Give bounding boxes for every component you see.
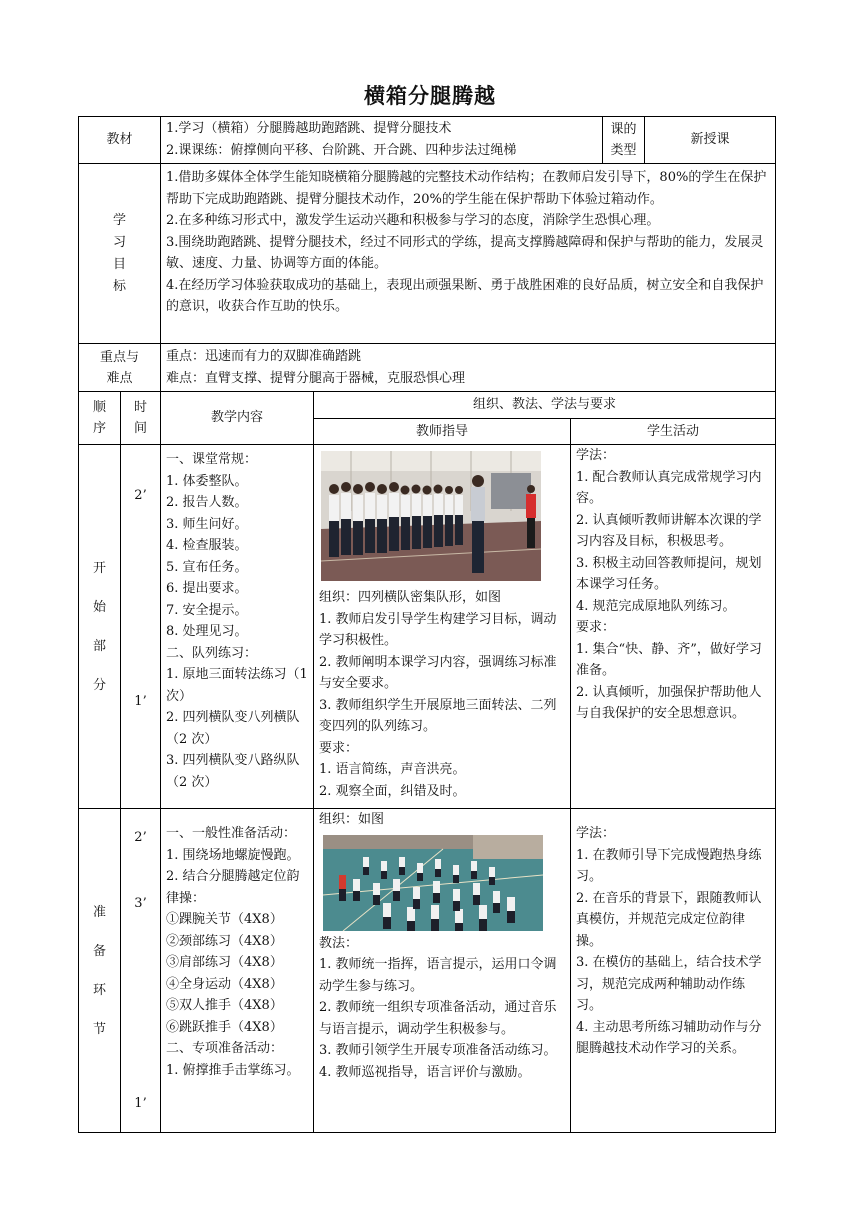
student-item: 2. 认真倾听，加强保护帮助他人与自我保护的安全思想意识。 bbox=[576, 684, 762, 721]
lesson-type-label: 课的类型 bbox=[603, 117, 645, 164]
teacher-item: 要求： bbox=[319, 740, 359, 756]
teacher-item: 1. 语言简练，声音洪亮。 bbox=[319, 762, 466, 777]
content-item: 8. 处理见习。 bbox=[166, 624, 248, 639]
student-item: 3. 积极主动回答教师提问，规划本课学习任务。 bbox=[576, 555, 762, 592]
teacher-item: 2. 教师阐明本课学习内容，强调练习标准与安全要求。 bbox=[319, 654, 557, 691]
key-point: 重点：迅速而有力的双脚准确踏跳 bbox=[166, 349, 362, 364]
order-header: 顺 序 bbox=[79, 392, 121, 445]
lesson-plan-table bbox=[78, 116, 776, 1133]
student-item: 2. 在音乐的背景下，跟随教师认真模仿，并规范完成定位韵律操。 bbox=[576, 890, 762, 949]
content-item: 7. 安全提示。 bbox=[166, 602, 248, 618]
content-item: ⑥跳跃推手（4X8） bbox=[166, 1019, 283, 1035]
section-warmup-row bbox=[79, 809, 776, 1133]
teacher-item: 组织：如图 bbox=[319, 812, 385, 827]
content-item: 2. 四列横队变八列横队（2 次） bbox=[166, 710, 300, 747]
lesson-type-value: 新授课 bbox=[645, 117, 776, 164]
content-item: 2. 结合分腿腾越定位韵律操： bbox=[166, 869, 300, 906]
org-header: 组织、教法、学法与要求 bbox=[314, 392, 776, 419]
objective-item: 3.围绕助跑踏跳、提臂分腿技术，经过不同形式的学练，提高支撑腾越障碍和保护与帮助的能力，发展灵敏、速度、力量、协调等方面的体能。 bbox=[166, 234, 764, 271]
page-title: 横箱分腿腾越 bbox=[364, 84, 496, 108]
teacher-item: 教法： bbox=[319, 935, 359, 951]
content-item: ④全身运动（4X8） bbox=[166, 976, 283, 992]
difficult-point: 难点：直臂支撑、提臂分腿高于器械，克服恐惧心理 bbox=[166, 370, 466, 386]
content-item: 1. 围绕场地螺旋慢跑。 bbox=[166, 847, 300, 863]
content-item: 4. 检查服装。 bbox=[166, 538, 248, 553]
student-item: 3. 在模仿的基础上，结合技术学习，规范完成两种辅助动作练习。 bbox=[576, 955, 762, 1013]
warmup-photo bbox=[323, 835, 543, 931]
material-row bbox=[79, 117, 776, 164]
student-item: 4. 规范完成原地队列练习。 bbox=[576, 598, 736, 614]
teacher-item: 1. 教师统一指挥，语言提示，运用口令调动学生参与练习。 bbox=[319, 957, 557, 994]
teacher-item: 组织：四列横队密集队形，如图 bbox=[319, 590, 502, 605]
content-item: 3. 四列横队变八路纵队（2 次） bbox=[166, 753, 300, 790]
objective-item: 2.在多种练习形式中，激发学生运动兴趣和积极参与学习的态度，消除学生恐惧心理。 bbox=[166, 213, 660, 228]
time-value: 2’ bbox=[134, 830, 147, 845]
objective-item: 1.借助多媒体全体学生能知晓横箱分腿腾越的完整技术动作结构；在教师启发引导下，80%的学生在保护帮助下完成助跑踏跳、提臂分腿技术动作，20%的学生能在保护帮助下体验过箱动作。 bbox=[166, 170, 767, 207]
formation-photo bbox=[321, 451, 541, 581]
content-item: 1. 体委整队。 bbox=[166, 473, 248, 489]
teacher-item: 2. 教师统一组织专项准备活动，通过音乐与语言提示，调动学生积极参与。 bbox=[319, 1000, 557, 1037]
time-header: 时 间 bbox=[121, 392, 161, 445]
teacher-item: 4. 教师巡视指导，语言评价与激励。 bbox=[319, 1064, 531, 1080]
student-item: 4. 主动思考所练习辅助动作与分腿腾越技术动作学习的关系。 bbox=[576, 1019, 762, 1056]
teacher-item: 1. 教师启发引导学生构建学习目标，调动学习积极性。 bbox=[319, 611, 557, 648]
keypoints-label: 重点与 难点 bbox=[79, 344, 161, 392]
keypoints-row bbox=[79, 344, 776, 392]
time-value: 3’ bbox=[134, 896, 147, 911]
section-warmup-label: 准 备 环 节 bbox=[79, 809, 121, 1133]
content-item: 3. 师生问好。 bbox=[166, 516, 248, 532]
student-item: 1. 集合“快、静、齐”，做好学习准备。 bbox=[576, 641, 762, 678]
content-item: 一、课堂常规： bbox=[166, 452, 258, 467]
content-item: 6. 提出要求。 bbox=[166, 581, 248, 596]
student-item: 学法： bbox=[576, 826, 616, 841]
content-item: 5. 宣布任务。 bbox=[166, 559, 248, 575]
material-label: 教材 bbox=[79, 117, 161, 164]
section-start-row bbox=[79, 445, 776, 809]
objective-item: 4.在经历学习体验获取成功的基础上，表现出顽强果断、勇于战胜困难的良好品质，树立安全和自我保护的意识，收获合作互助的快乐。 bbox=[166, 277, 764, 314]
time-value: 1’ bbox=[134, 1096, 147, 1111]
content-item: 1. 原地三面转法练习（1 次） bbox=[166, 667, 308, 704]
time-value: 2’ bbox=[134, 488, 147, 503]
time-value: 1’ bbox=[134, 694, 147, 709]
student-item: 1. 配合教师认真完成常规学习内容。 bbox=[576, 469, 762, 506]
section-start-label: 开 始 部 分 bbox=[79, 445, 121, 809]
teacher-header: 教师指导 bbox=[314, 418, 571, 445]
content-item: 二、专项准备活动： bbox=[166, 1041, 284, 1056]
content-header: 教学内容 bbox=[161, 392, 314, 445]
content-item: 二、队列练习： bbox=[166, 645, 258, 661]
content-item: ①踝腕关节（4X8） bbox=[166, 912, 283, 927]
teacher-item: 2. 观察全面，纠错及时。 bbox=[319, 783, 466, 799]
objectives-row bbox=[79, 164, 776, 344]
student-item: 1. 在教师引导下完成慢跑热身练习。 bbox=[576, 847, 762, 884]
student-item: 2. 认真倾听教师讲解本次课的学习内容及目标，积极思考。 bbox=[576, 512, 762, 549]
objectives-label: 学 习 目 标 bbox=[79, 164, 161, 344]
student-item: 学法： bbox=[576, 448, 616, 463]
student-header: 学生活动 bbox=[571, 418, 776, 445]
student-item: 要求： bbox=[576, 620, 616, 635]
content-item: 1. 俯撑推手击掌练习。 bbox=[166, 1062, 300, 1078]
content-item: ②颈部练习（4X8） bbox=[166, 933, 283, 949]
teacher-item: 3. 教师引领学生开展专项准备活动练习。 bbox=[319, 1043, 557, 1058]
content-item: ⑤双人推手（4X8） bbox=[166, 998, 283, 1013]
content-item: 一、一般性准备活动： bbox=[166, 826, 297, 841]
content-item: ③肩部练习（4X8） bbox=[166, 955, 283, 970]
teacher-item: 3. 教师组织学生开展原地三面转法、二列变四列的队列练习。 bbox=[319, 697, 557, 734]
material-line: 1.学习（横箱）分腿腾越助跑踏跳、提臂分腿技术 bbox=[166, 121, 452, 136]
material-line: 2.课课练：俯撑侧向平移、台阶跳、开合跳、四种步法过绳梯 bbox=[166, 142, 517, 158]
content-item: 2. 报告人数。 bbox=[166, 495, 248, 510]
